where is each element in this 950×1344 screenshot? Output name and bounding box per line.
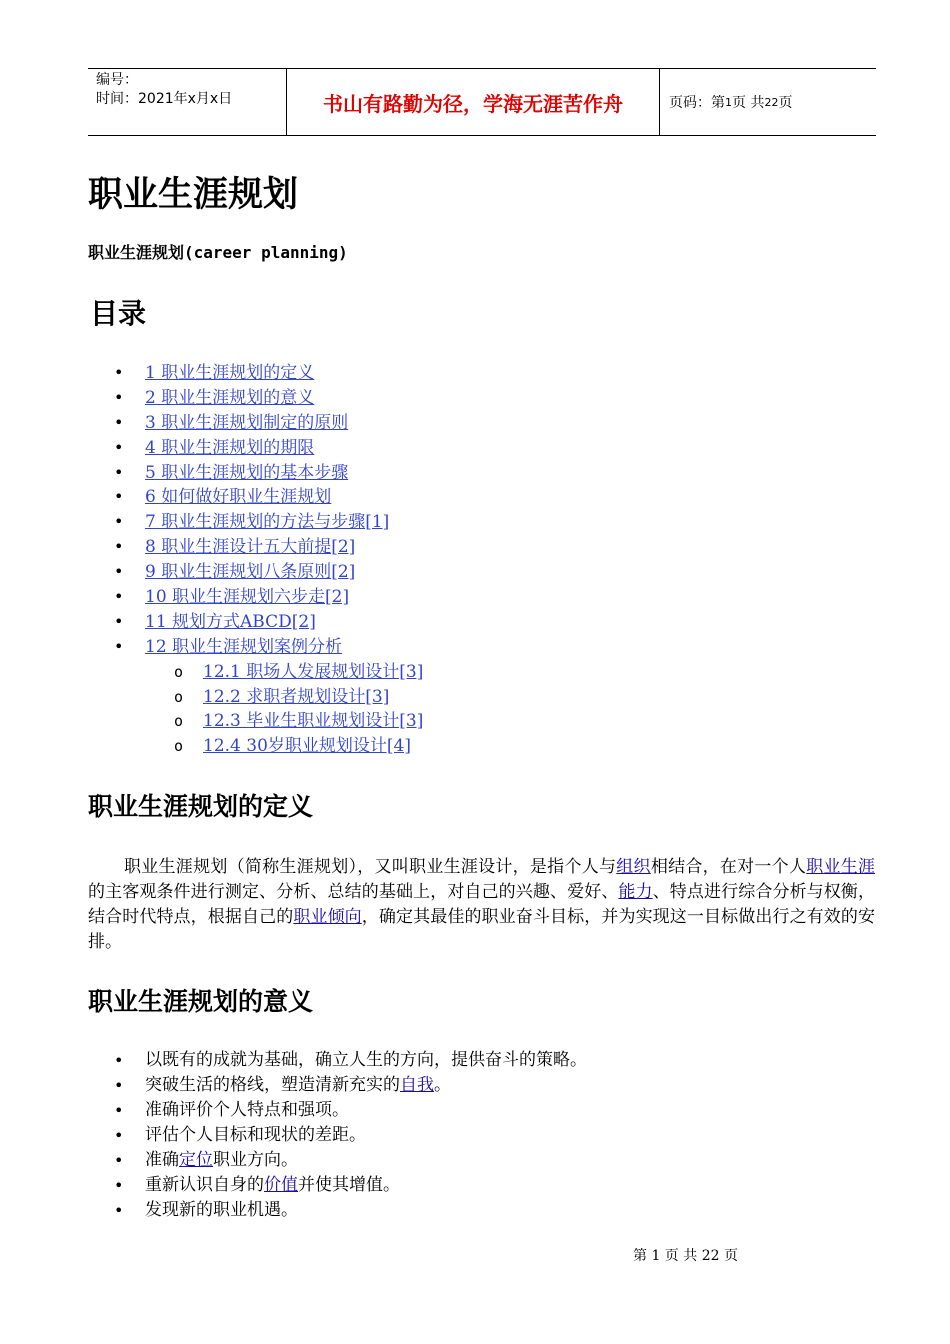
- list-item-text: 突破生活的格线，塑造清新充实的: [145, 1075, 400, 1095]
- page-total: 22: [764, 95, 779, 109]
- page-footer: 第 1 页 共 22 页: [633, 1248, 738, 1264]
- list-item-text: 准确: [145, 1150, 179, 1170]
- section-heading-definition: 职业生涯规划的定义: [88, 792, 314, 821]
- definition-text: ，确定其最佳的职业奋斗目标，并为实现这一目标做出行之有效的安排。: [88, 907, 876, 952]
- list-item: • 发现新的职业机遇。: [114, 1198, 587, 1223]
- toc-link-12-1[interactable]: 12.1 职场人发展规划设计[3]: [203, 661, 424, 682]
- toc-item: [114, 510, 423, 535]
- toc-item: [114, 461, 423, 486]
- page-number: 1: [725, 95, 732, 109]
- header-motto: 书山有路勤为径，学海无涯苦作舟: [287, 69, 660, 135]
- toc-link-7[interactable]: 7 职业生涯规划的方法与步骤[1]: [145, 512, 390, 533]
- toc-link-5[interactable]: 5 职业生涯规划的基本步骤: [145, 462, 349, 483]
- page-mid: 页 共: [732, 95, 765, 111]
- link-career[interactable]: 职业生涯: [806, 857, 876, 877]
- header-page-indicator: [660, 69, 876, 135]
- toc-item: [114, 560, 423, 585]
- definition-text: 的主客观条件进行测定、分析、总结的基础上，对自己的兴趣、爱好、: [88, 882, 619, 902]
- link-organization[interactable]: 组织: [616, 857, 651, 877]
- list-item: [114, 1073, 587, 1098]
- page-subtitle: 职业生涯规划(career planning): [88, 243, 348, 262]
- toc-link-10[interactable]: 10 职业生涯规划六步走[2]: [145, 587, 350, 608]
- toc-link-3[interactable]: 3 职业生涯规划制定的原则: [145, 412, 349, 433]
- toc-item: [114, 635, 423, 660]
- toc-link-12[interactable]: 12 职业生涯规划案例分析: [145, 636, 343, 657]
- toc-item: [114, 585, 423, 610]
- toc-link-11[interactable]: 11 规划方式ABCD[2]: [145, 611, 316, 632]
- toc-heading: 目录: [90, 297, 147, 330]
- page-header: [88, 68, 876, 136]
- link-career-orientation[interactable]: 职业倾向: [293, 907, 362, 927]
- page-prefix: 页码：第: [669, 95, 725, 111]
- list-item-text: 重新认识自身的: [145, 1175, 264, 1195]
- toc-link-9[interactable]: 9 职业生涯规划八条原则[2]: [145, 562, 356, 583]
- doc-code-label: 编号：: [96, 72, 138, 88]
- doc-time: 时间：2021年x月x日: [96, 91, 233, 107]
- toc-link-8[interactable]: 8 职业生涯设计五大前提[2]: [145, 537, 356, 558]
- header-info: [88, 69, 287, 135]
- definition-text: 职业生涯规划（简称生涯规划），又叫职业生涯设计，是指个人与: [124, 857, 617, 877]
- link-self[interactable]: 自我: [400, 1075, 434, 1095]
- toc-item: [114, 535, 423, 560]
- toc-subitem: [114, 734, 423, 759]
- toc-subitem: [114, 709, 423, 734]
- section-heading-meaning: 职业生涯规划的意义: [88, 987, 314, 1016]
- toc-item: [114, 386, 423, 411]
- definition-paragraph: [88, 855, 875, 955]
- list-item: [114, 1173, 587, 1198]
- toc-item: [114, 610, 423, 635]
- link-positioning[interactable]: 定位: [179, 1150, 213, 1170]
- list-item-text: 并使其增值。: [298, 1175, 400, 1195]
- definition-text: 相结合，在对一个人: [650, 857, 807, 877]
- toc-link-12-4[interactable]: 12.4 30岁职业规划设计[4]: [203, 736, 411, 757]
- toc-link-12-2[interactable]: 12.2 求职者规划设计[3]: [203, 686, 390, 707]
- toc-subitem: [114, 660, 423, 685]
- toc-item: [114, 436, 423, 461]
- toc-link-4[interactable]: 4 职业生涯规划的期限: [145, 437, 315, 458]
- link-value[interactable]: 价值: [264, 1175, 298, 1195]
- list-item-text: 职业方向。: [213, 1150, 298, 1170]
- toc-item: [114, 485, 423, 510]
- list-item: • 准确评价个人特点和强项。: [114, 1098, 587, 1123]
- page-title: 职业生涯规划: [88, 175, 299, 215]
- toc-subitem: [114, 685, 423, 710]
- toc-item: [114, 361, 423, 386]
- toc-link-6[interactable]: 6 如何做好职业生涯规划: [145, 487, 332, 508]
- toc-item: [114, 411, 423, 436]
- meaning-list: [114, 1048, 587, 1223]
- definition-text: 、特点进行综合分析与权衡，结合时代特点，根据自己的: [88, 882, 876, 927]
- list-item: • 评估个人目标和现状的差距。: [114, 1123, 587, 1148]
- toc-link-2[interactable]: 2 职业生涯规划的意义: [145, 387, 315, 408]
- toc-list: [114, 361, 423, 759]
- link-ability[interactable]: 能力: [618, 882, 653, 902]
- list-item-text: 。: [434, 1075, 451, 1095]
- list-item: • 以既有的成就为基础，确立人生的方向，提供奋斗的策略。: [114, 1048, 587, 1073]
- toc-link-12-3[interactable]: 12.3 毕业生职业规划设计[3]: [203, 711, 424, 732]
- toc-link-1[interactable]: 1 职业生涯规划的定义: [145, 363, 315, 383]
- list-item: [114, 1148, 587, 1173]
- page-suffix: 页: [778, 95, 793, 111]
